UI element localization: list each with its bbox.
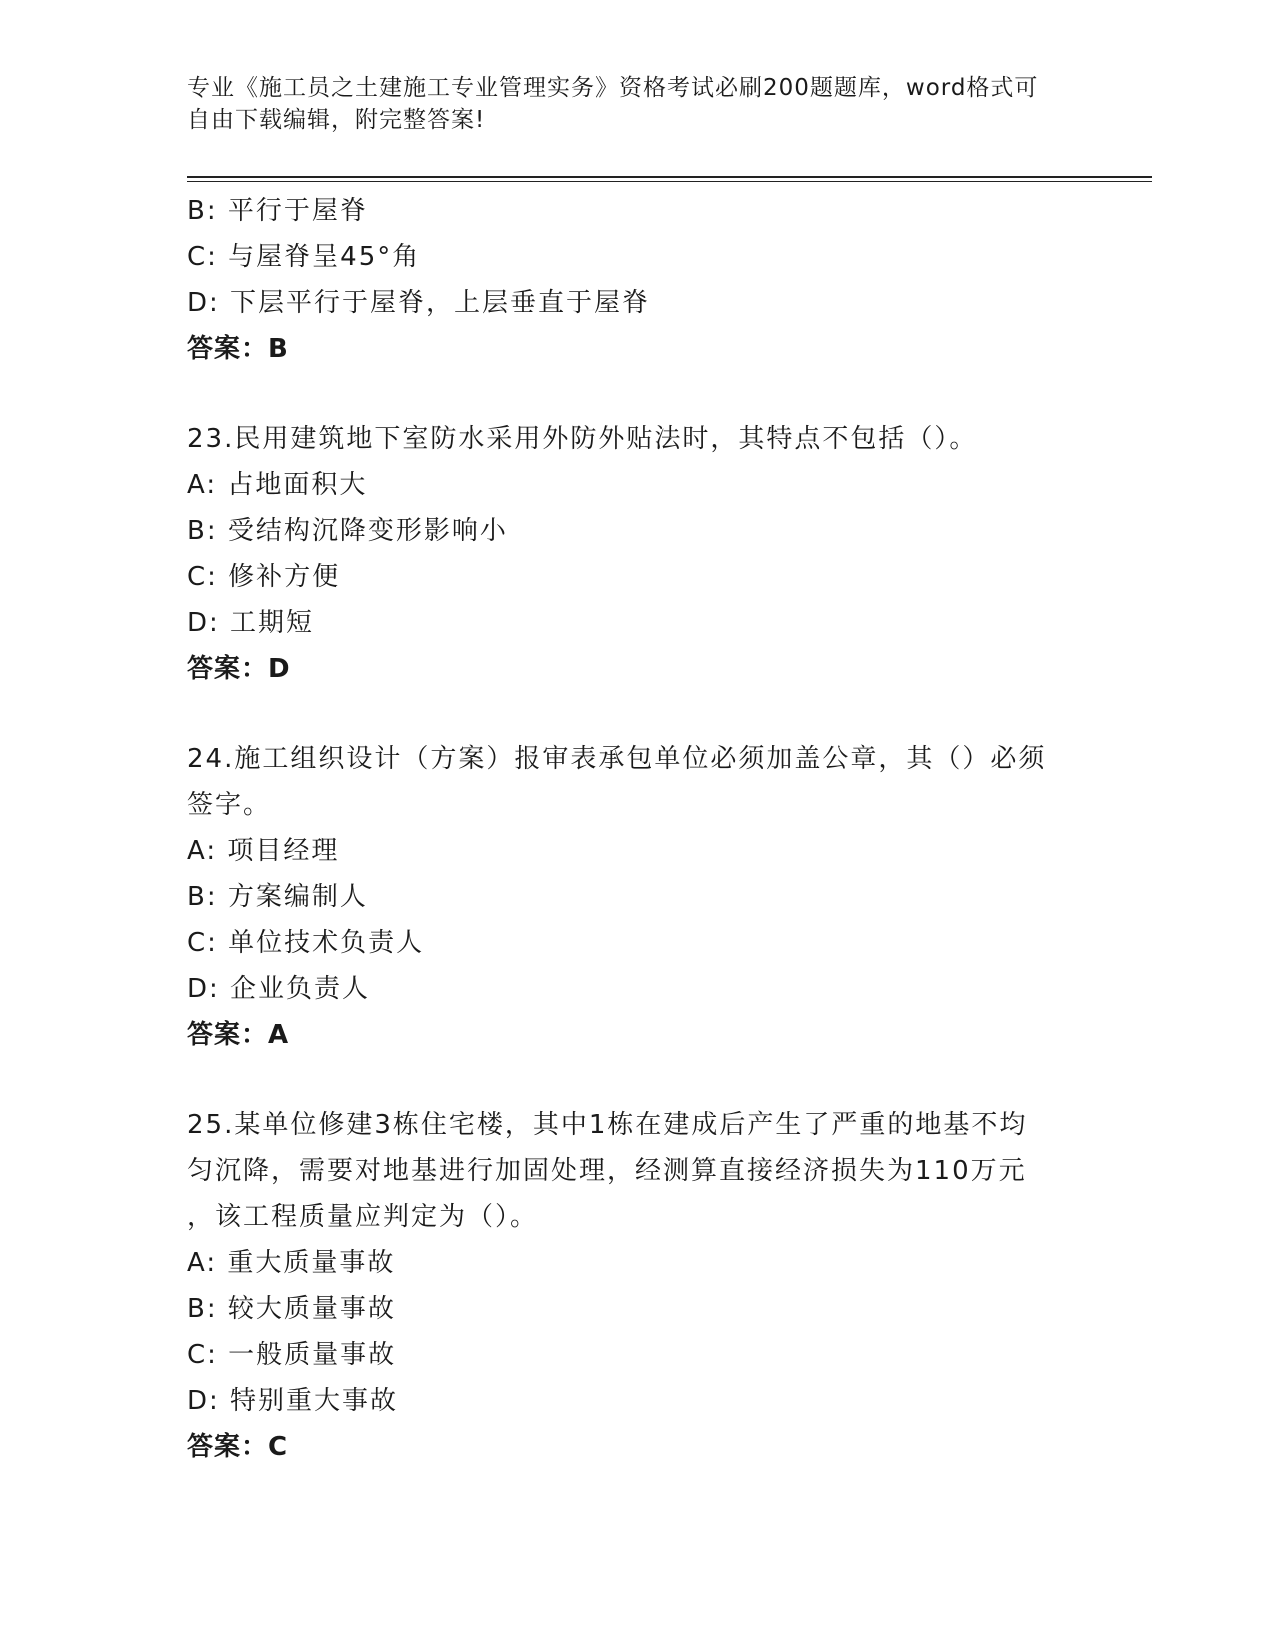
question-stem-line-2: 签字。 <box>187 790 272 820</box>
option-d: D: 企业负责人 <box>187 974 371 1004</box>
answer-line: 答案：A <box>187 1020 290 1050</box>
question-list <box>187 188 1087 1470</box>
question-25 <box>187 1102 1087 1470</box>
spacer <box>187 372 1087 416</box>
spacer <box>187 692 1087 736</box>
question-stem: 23.民用建筑地下室防水采用外防外贴法时，其特点不包括（）。 <box>187 424 978 454</box>
option-b: B: 平行于屋脊 <box>187 196 368 226</box>
option-c: C: 单位技术负责人 <box>187 928 425 958</box>
spacer <box>187 1058 1087 1102</box>
header-line-1: 专业《施工员之土建施工专业管理实务》资格考试必刷200题题库，word格式可 <box>187 75 1039 101</box>
question-22-continued <box>187 188 1087 372</box>
option-c: C: 修补方便 <box>187 562 341 592</box>
option-a: A: 占地面积大 <box>187 470 368 500</box>
header-divider-thick <box>187 176 1152 178</box>
option-d: D: 特别重大事故 <box>187 1386 399 1416</box>
option-b: B: 受结构沉降变形影响小 <box>187 516 508 546</box>
question-stem-line-1: 24.施工组织设计（方案）报审表承包单位必须加盖公章，其（）必须 <box>187 744 1047 774</box>
answer-line: 答案：B <box>187 334 289 364</box>
question-23 <box>187 416 1087 692</box>
answer-line: 答案：C <box>187 1432 289 1462</box>
option-d: D: 下层平行于屋脊，上层垂直于屋脊 <box>187 288 651 318</box>
option-b: B: 较大质量事故 <box>187 1294 396 1324</box>
question-stem-line-2: 匀沉降，需要对地基进行加固处理，经测算直接经济损失为110万元 <box>187 1156 1027 1186</box>
page-header <box>187 72 1067 136</box>
header-line-2: 自由下载编辑，附完整答案! <box>187 107 486 133</box>
option-a: A: 重大质量事故 <box>187 1248 396 1278</box>
option-c: C: 与屋脊呈45°角 <box>187 242 421 272</box>
option-d: D: 工期短 <box>187 608 315 638</box>
option-b: B: 方案编制人 <box>187 882 368 912</box>
option-c: C: 一般质量事故 <box>187 1340 397 1370</box>
option-a: A: 项目经理 <box>187 836 340 866</box>
question-stem-line-1: 25.某单位修建3栋住宅楼，其中1栋在建成后产生了严重的地基不均 <box>187 1110 1028 1140</box>
answer-line: 答案：D <box>187 654 291 684</box>
header-divider-thin <box>187 181 1152 182</box>
question-stem-line-3: ，该工程质量应判定为（）。 <box>187 1202 539 1232</box>
question-24 <box>187 736 1087 1058</box>
